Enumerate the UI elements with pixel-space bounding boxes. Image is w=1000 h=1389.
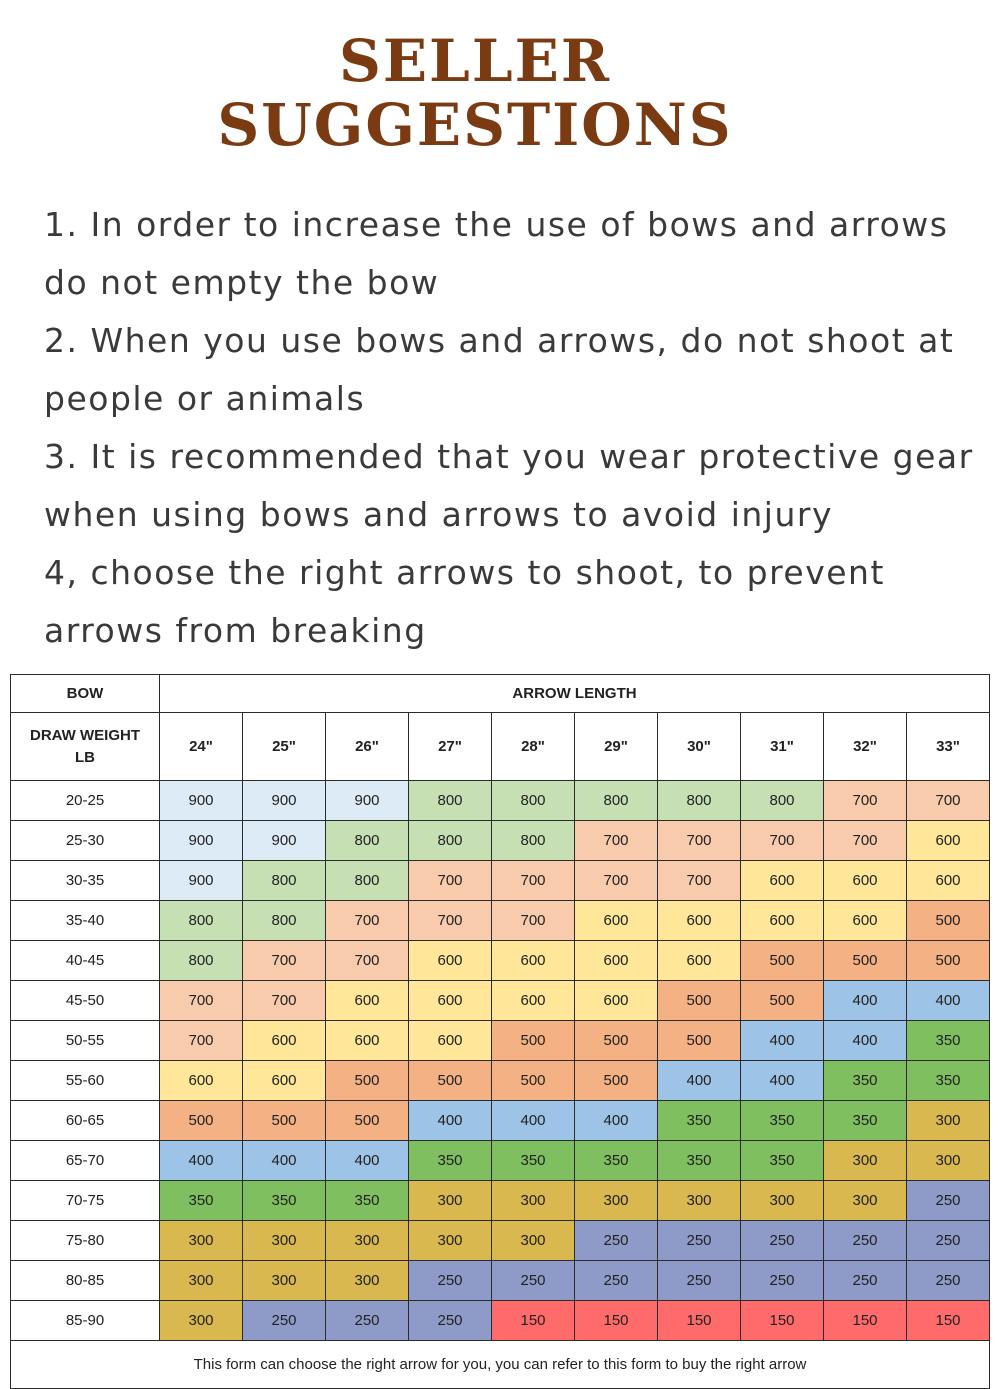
spine-cell: 800 (409, 821, 492, 861)
draw-weight-cell: 70-75 (11, 1181, 160, 1221)
draw-weight-cell: 40-45 (11, 941, 160, 981)
draw-weight-cell: 30-35 (11, 861, 160, 901)
spine-cell: 500 (824, 941, 907, 981)
spine-cell: 600 (824, 901, 907, 941)
spine-cell: 600 (492, 981, 575, 1021)
arrow-length-30: 30" (658, 713, 741, 781)
spine-cell: 250 (907, 1261, 990, 1301)
spine-cell: 300 (741, 1181, 824, 1221)
spine-cell: 250 (907, 1181, 990, 1221)
suggestion-3: 3. It is recommended that you wear protective gear when using bows and arrows to avoid injury (44, 437, 974, 534)
spine-cell: 300 (907, 1101, 990, 1141)
spine-cell: 700 (575, 861, 658, 901)
arrow-length-25: 25" (243, 713, 326, 781)
spine-cell: 700 (907, 781, 990, 821)
table-footnote: This form can choose the right arrow for you, you can refer to this form to buy the right arrow (11, 1341, 990, 1389)
suggestion-2: 2. When you use bows and arrows, do not shoot at people or animals (44, 321, 955, 418)
spine-cell: 250 (575, 1221, 658, 1261)
arrow-length-header: ARROW LENGTH (160, 675, 990, 713)
spine-cell: 250 (824, 1261, 907, 1301)
spine-cell: 500 (326, 1101, 409, 1141)
spine-cell: 500 (492, 1021, 575, 1061)
spine-cell: 600 (160, 1061, 243, 1101)
spine-cell: 350 (160, 1181, 243, 1221)
spine-cell: 600 (492, 941, 575, 981)
spine-cell: 400 (409, 1101, 492, 1141)
spine-cell: 400 (658, 1061, 741, 1101)
spine-cell: 900 (160, 861, 243, 901)
spine-cell: 350 (741, 1141, 824, 1181)
arrow-length-28: 28" (492, 713, 575, 781)
arrow-length-26: 26" (326, 713, 409, 781)
spine-cell: 700 (409, 901, 492, 941)
spine-cell: 500 (575, 1061, 658, 1101)
spine-cell: 600 (409, 1021, 492, 1061)
spine-cell: 900 (160, 821, 243, 861)
spine-cell: 150 (907, 1301, 990, 1341)
spine-cell: 700 (326, 941, 409, 981)
spine-cell: 700 (160, 981, 243, 1021)
spine-cell: 350 (575, 1141, 658, 1181)
spine-cell: 700 (326, 901, 409, 941)
spine-cell: 250 (824, 1221, 907, 1261)
spine-cell: 500 (409, 1061, 492, 1101)
spine-cell: 700 (741, 821, 824, 861)
draw-weight-cell: 85-90 (11, 1301, 160, 1341)
spine-cell: 350 (658, 1141, 741, 1181)
spine-cell: 350 (907, 1021, 990, 1061)
arrow-length-33: 33" (907, 713, 990, 781)
spine-cell: 800 (492, 781, 575, 821)
spine-cell: 350 (326, 1181, 409, 1221)
spine-cell: 600 (243, 1021, 326, 1061)
spine-cell: 500 (492, 1061, 575, 1101)
spine-cell: 300 (824, 1141, 907, 1181)
spine-cell: 700 (658, 861, 741, 901)
spine-cell: 600 (326, 981, 409, 1021)
spine-cell: 600 (824, 861, 907, 901)
spine-cell: 700 (824, 781, 907, 821)
spine-cell: 300 (326, 1261, 409, 1301)
spine-cell: 350 (409, 1141, 492, 1181)
spine-cell: 600 (243, 1061, 326, 1101)
spine-cell: 150 (575, 1301, 658, 1341)
spine-cell: 600 (658, 941, 741, 981)
suggestions-list (44, 196, 974, 660)
spine-cell: 250 (741, 1261, 824, 1301)
table-row (11, 1301, 990, 1341)
page-title-line-2: SUGGESTIONS (217, 91, 733, 159)
arrow-length-27: 27" (409, 713, 492, 781)
spine-cell: 500 (160, 1101, 243, 1141)
spine-cell: 800 (243, 901, 326, 941)
spine-cell: 600 (907, 821, 990, 861)
spine-cell: 600 (658, 901, 741, 941)
spine-cell: 900 (243, 821, 326, 861)
table-row (11, 1221, 990, 1261)
spine-cell: 700 (160, 1021, 243, 1061)
spine-cell: 300 (907, 1141, 990, 1181)
spine-cell: 500 (243, 1101, 326, 1141)
suggestion-1: 1. In order to increase the use of bows and arrows do not empty the bow (44, 205, 949, 302)
spine-cell: 800 (741, 781, 824, 821)
draw-weight-cell: 80-85 (11, 1261, 160, 1301)
spine-cell: 300 (160, 1301, 243, 1341)
spine-cell: 700 (243, 981, 326, 1021)
table-row (11, 901, 990, 941)
spine-cell: 800 (326, 861, 409, 901)
spine-cell: 300 (243, 1261, 326, 1301)
spine-cell: 800 (326, 821, 409, 861)
spine-cell: 700 (824, 821, 907, 861)
spine-cell: 400 (492, 1101, 575, 1141)
spine-cell: 350 (824, 1061, 907, 1101)
spine-cell: 600 (575, 981, 658, 1021)
spine-cell: 500 (658, 981, 741, 1021)
spine-cell: 250 (409, 1261, 492, 1301)
table-row (11, 981, 990, 1021)
spine-cell: 700 (492, 901, 575, 941)
spine-cell: 500 (326, 1061, 409, 1101)
spine-cell: 300 (409, 1221, 492, 1261)
table-row (11, 781, 990, 821)
spine-cell: 350 (824, 1101, 907, 1141)
table-row (11, 1141, 990, 1181)
table-row (11, 821, 990, 861)
spine-cell: 400 (575, 1101, 658, 1141)
spine-cell: 600 (907, 861, 990, 901)
spine-cell: 600 (575, 941, 658, 981)
spine-cell: 400 (907, 981, 990, 1021)
spine-cell: 500 (907, 941, 990, 981)
spine-cell: 400 (741, 1061, 824, 1101)
spine-cell: 500 (741, 981, 824, 1021)
spine-cell: 900 (326, 781, 409, 821)
spine-cell: 700 (658, 821, 741, 861)
draw-weight-cell: 55-60 (11, 1061, 160, 1101)
spine-cell: 700 (243, 941, 326, 981)
draw-weight-cell: 20-25 (11, 781, 160, 821)
spine-cell: 350 (658, 1101, 741, 1141)
arrow-spine-chart (10, 674, 990, 1389)
spine-cell: 500 (575, 1021, 658, 1061)
table-row (11, 1021, 990, 1061)
spine-cell: 250 (243, 1301, 326, 1341)
spine-cell: 400 (160, 1141, 243, 1181)
page-title-line-1: SELLER (338, 27, 612, 95)
spine-cell: 350 (741, 1101, 824, 1141)
spine-cell: 600 (409, 981, 492, 1021)
spine-cell: 800 (658, 781, 741, 821)
table-row (11, 1181, 990, 1221)
bow-header: BOW (11, 675, 160, 713)
spine-cell: 250 (741, 1221, 824, 1261)
spine-cell: 300 (160, 1261, 243, 1301)
spine-cell: 350 (492, 1141, 575, 1181)
table-row (11, 1061, 990, 1101)
draw-weight-cell: 25-30 (11, 821, 160, 861)
spine-cell: 250 (658, 1261, 741, 1301)
arrow-length-24: 24" (160, 713, 243, 781)
spine-cell: 400 (741, 1021, 824, 1061)
spine-cell: 250 (492, 1261, 575, 1301)
spine-cell: 800 (160, 901, 243, 941)
spine-cell: 800 (409, 781, 492, 821)
spine-cell: 500 (741, 941, 824, 981)
spine-cell: 400 (326, 1141, 409, 1181)
spine-cell: 300 (326, 1221, 409, 1261)
spine-cell: 400 (824, 1021, 907, 1061)
spine-cell: 400 (243, 1141, 326, 1181)
table-row (11, 941, 990, 981)
draw-weight-cell: 45-50 (11, 981, 160, 1021)
draw-weight-header: DRAW WEIGHT LB (11, 713, 160, 781)
spine-cell: 350 (907, 1061, 990, 1101)
table-row (11, 861, 990, 901)
spine-cell: 150 (741, 1301, 824, 1341)
spine-cell: 700 (575, 821, 658, 861)
table-row (11, 1101, 990, 1141)
spine-cell: 300 (824, 1181, 907, 1221)
spine-cell: 700 (409, 861, 492, 901)
spine-cell: 300 (160, 1221, 243, 1261)
spine-cell: 500 (658, 1021, 741, 1061)
spine-cell: 300 (243, 1221, 326, 1261)
spine-cell: 800 (492, 821, 575, 861)
spine-cell: 150 (824, 1301, 907, 1341)
spine-cell: 800 (243, 861, 326, 901)
spine-cell: 700 (492, 861, 575, 901)
spine-cell: 800 (160, 941, 243, 981)
spine-cell: 400 (824, 981, 907, 1021)
spine-cell: 600 (326, 1021, 409, 1061)
arrow-length-29: 29" (575, 713, 658, 781)
table-row (11, 1261, 990, 1301)
spine-cell: 250 (907, 1221, 990, 1261)
spine-cell: 900 (243, 781, 326, 821)
spine-cell: 600 (409, 941, 492, 981)
spine-cell: 600 (741, 861, 824, 901)
spine-cell: 300 (575, 1181, 658, 1221)
spine-cell: 600 (575, 901, 658, 941)
spine-cell: 300 (658, 1181, 741, 1221)
spine-cell: 600 (741, 901, 824, 941)
spine-cell: 900 (160, 781, 243, 821)
draw-weight-cell: 75-80 (11, 1221, 160, 1261)
spine-cell: 150 (492, 1301, 575, 1341)
spine-cell: 150 (658, 1301, 741, 1341)
draw-weight-cell: 65-70 (11, 1141, 160, 1181)
spine-cell: 300 (492, 1221, 575, 1261)
draw-weight-cell: 35-40 (11, 901, 160, 941)
spine-cell: 250 (326, 1301, 409, 1341)
spine-cell: 500 (907, 901, 990, 941)
spine-cell: 800 (575, 781, 658, 821)
arrow-length-31: 31" (741, 713, 824, 781)
spine-cell: 250 (409, 1301, 492, 1341)
spine-cell: 300 (492, 1181, 575, 1221)
draw-weight-cell: 60-65 (11, 1101, 160, 1141)
suggestion-4: 4, choose the right arrows to shoot, to prevent arrows from breaking (44, 553, 885, 650)
draw-weight-cell: 50-55 (11, 1021, 160, 1061)
spine-cell: 300 (409, 1181, 492, 1221)
spine-cell: 350 (243, 1181, 326, 1221)
arrow-length-32: 32" (824, 713, 907, 781)
spine-cell: 250 (658, 1221, 741, 1261)
spine-cell: 250 (575, 1261, 658, 1301)
